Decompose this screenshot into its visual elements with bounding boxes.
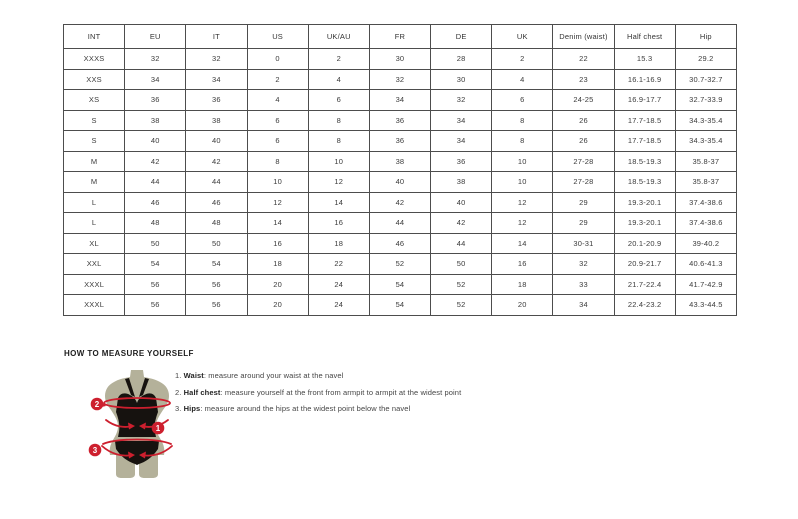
table-cell: 44 — [431, 233, 492, 254]
table-row — [64, 233, 737, 254]
table-cell: 44 — [125, 172, 186, 193]
table-cell: 24-25 — [553, 90, 614, 111]
table-cell: 34.3-35.4 — [675, 131, 736, 152]
badge-waist-number: 1 — [155, 423, 161, 433]
step-text: : measure around the hips at the widest point below the navel — [200, 404, 411, 413]
measure-section-title: HOW TO MEASURE YOURSELF — [64, 349, 194, 358]
table-cell: 2 — [247, 69, 308, 90]
table-cell: XXXL — [64, 295, 125, 316]
table-cell: 42 — [431, 213, 492, 234]
table-cell: 36 — [125, 90, 186, 111]
table-cell: 46 — [186, 192, 247, 213]
table-cell: 34 — [431, 110, 492, 131]
table-cell: 14 — [308, 192, 369, 213]
table-cell: 33 — [553, 274, 614, 295]
table-row — [64, 192, 737, 213]
column-header: UK/AU — [308, 25, 369, 49]
table-cell: 19.3-20.1 — [614, 213, 675, 234]
table-cell: 38 — [125, 110, 186, 131]
table-cell: 17.7-18.5 — [614, 131, 675, 152]
step-label: Half chest — [183, 387, 221, 397]
table-cell: 10 — [492, 172, 553, 193]
table-cell: XXXL — [64, 274, 125, 295]
table-cell: 38 — [431, 172, 492, 193]
table-cell: 50 — [186, 233, 247, 254]
table-cell: 36 — [431, 151, 492, 172]
size-chart-body — [64, 49, 737, 316]
column-header: Denim (waist) — [553, 25, 614, 49]
table-cell: XXS — [64, 69, 125, 90]
table-cell: 42 — [125, 151, 186, 172]
table-cell: 12 — [308, 172, 369, 193]
table-cell: 30 — [431, 69, 492, 90]
step-text: : measure yourself at the front from armpit to armpit at the widest point — [220, 387, 462, 397]
table-cell: 6 — [308, 90, 369, 111]
table-row — [64, 254, 737, 275]
header-row — [64, 25, 737, 49]
table-cell: 22 — [553, 49, 614, 70]
table-cell: 20.1-20.9 — [614, 233, 675, 254]
table-cell: XL — [64, 233, 125, 254]
measure-step-half-chest — [175, 388, 461, 397]
table-cell: 22 — [308, 254, 369, 275]
step-number: 1. — [175, 371, 182, 380]
badge-hip-number: 3 — [92, 445, 98, 455]
table-cell: 34 — [125, 69, 186, 90]
table-cell: 19.3-20.1 — [614, 192, 675, 213]
column-header: Half chest — [614, 25, 675, 49]
table-cell: 30-31 — [553, 233, 614, 254]
table-row — [64, 110, 737, 131]
step-label: Hips — [183, 404, 201, 413]
table-cell: 23 — [553, 69, 614, 90]
table-cell: 36 — [369, 131, 430, 152]
table-cell: 56 — [186, 274, 247, 295]
table-cell: 56 — [125, 295, 186, 316]
table-cell: 14 — [247, 213, 308, 234]
table-cell: 32 — [431, 90, 492, 111]
table-cell: 42 — [186, 151, 247, 172]
column-header: DE — [431, 25, 492, 49]
table-cell: 12 — [492, 213, 553, 234]
table-cell: 10 — [247, 172, 308, 193]
table-cell: 52 — [431, 295, 492, 316]
table-cell: 8 — [247, 151, 308, 172]
table-cell: 27-28 — [553, 151, 614, 172]
table-cell: 26 — [553, 131, 614, 152]
column-header: INT — [64, 25, 125, 49]
table-cell: 22.4-23.2 — [614, 295, 675, 316]
table-cell: S — [64, 131, 125, 152]
table-row — [64, 131, 737, 152]
table-cell: 38 — [369, 151, 430, 172]
table-cell: 35.8-37 — [675, 172, 736, 193]
table-cell: 2 — [492, 49, 553, 70]
table-cell: 39-40.2 — [675, 233, 736, 254]
table-cell: 32 — [369, 69, 430, 90]
table-cell: 32.7-33.9 — [675, 90, 736, 111]
table-cell: 10 — [308, 151, 369, 172]
table-cell: 17.7-18.5 — [614, 110, 675, 131]
table-cell: 20.9-21.7 — [614, 254, 675, 275]
table-cell: 30 — [369, 49, 430, 70]
table-cell: 35.8-37 — [675, 151, 736, 172]
table-cell: XXXS — [64, 49, 125, 70]
table-cell: 4 — [492, 69, 553, 90]
table-cell: 8 — [492, 131, 553, 152]
table-cell: 56 — [186, 295, 247, 316]
table-cell: 30.7-32.7 — [675, 69, 736, 90]
table-cell: 6 — [247, 131, 308, 152]
table-cell: 2 — [308, 49, 369, 70]
table-cell: 8 — [308, 110, 369, 131]
table-cell: 18 — [492, 274, 553, 295]
column-header: EU — [125, 25, 186, 49]
column-header: FR — [369, 25, 430, 49]
table-cell: 34.3-35.4 — [675, 110, 736, 131]
table-cell: 8 — [492, 110, 553, 131]
table-cell: 46 — [125, 192, 186, 213]
table-cell: 24 — [308, 295, 369, 316]
table-cell: 48 — [186, 213, 247, 234]
size-chart-table — [63, 24, 737, 316]
table-cell: 52 — [369, 254, 430, 275]
table-cell: 4 — [308, 69, 369, 90]
table-cell: 37.4-38.6 — [675, 192, 736, 213]
table-cell: 50 — [431, 254, 492, 275]
table-cell: 16.1-16.9 — [614, 69, 675, 90]
table-cell: 36 — [186, 90, 247, 111]
table-cell: 16.9-17.7 — [614, 90, 675, 111]
table-cell: 40 — [125, 131, 186, 152]
table-cell: 56 — [125, 274, 186, 295]
table-row — [64, 213, 737, 234]
table-cell: 42 — [369, 192, 430, 213]
table-cell: M — [64, 172, 125, 193]
table-cell: 20 — [492, 295, 553, 316]
table-row — [64, 172, 737, 193]
step-label: Waist — [183, 371, 204, 380]
table-cell: 48 — [125, 213, 186, 234]
table-cell: XS — [64, 90, 125, 111]
step-number: 2. — [175, 387, 182, 397]
table-row — [64, 274, 737, 295]
table-cell: 29.2 — [675, 49, 736, 70]
table-cell: 34 — [431, 131, 492, 152]
table-row — [64, 295, 737, 316]
table-cell: XXL — [64, 254, 125, 275]
table-cell: 38 — [186, 110, 247, 131]
table-cell: 44 — [369, 213, 430, 234]
table-cell: 32 — [186, 49, 247, 70]
table-cell: 50 — [125, 233, 186, 254]
measure-step-hips — [175, 404, 461, 413]
table-cell: 32 — [125, 49, 186, 70]
table-cell: 37.4-38.6 — [675, 213, 736, 234]
table-cell: 16 — [492, 254, 553, 275]
table-cell: 20 — [247, 274, 308, 295]
badge-chest-number: 2 — [94, 399, 100, 409]
measurement-figure — [87, 370, 187, 480]
table-cell: 28 — [431, 49, 492, 70]
table-cell: 40 — [431, 192, 492, 213]
table-cell: 52 — [431, 274, 492, 295]
table-cell: 34 — [186, 69, 247, 90]
table-cell: 54 — [186, 254, 247, 275]
step-number: 3. — [175, 404, 182, 413]
table-cell: 21.7-22.4 — [614, 274, 675, 295]
table-cell: 46 — [369, 233, 430, 254]
table-cell: 12 — [492, 192, 553, 213]
column-header: IT — [186, 25, 247, 49]
table-cell: M — [64, 151, 125, 172]
table-cell: 18.5-19.3 — [614, 151, 675, 172]
table-cell: 18 — [308, 233, 369, 254]
column-header: US — [247, 25, 308, 49]
table-cell: 54 — [369, 295, 430, 316]
table-cell: L — [64, 192, 125, 213]
table-cell: 10 — [492, 151, 553, 172]
table-cell: 14 — [492, 233, 553, 254]
table-cell: 12 — [247, 192, 308, 213]
measure-instructions — [175, 371, 461, 421]
table-row — [64, 69, 737, 90]
table-cell: 29 — [553, 192, 614, 213]
column-header: Hip — [675, 25, 736, 49]
table-cell: 0 — [247, 49, 308, 70]
table-cell: 18.5-19.3 — [614, 172, 675, 193]
table-cell: 34 — [369, 90, 430, 111]
step-text: : measure around your waist at the navel — [203, 371, 344, 380]
table-cell: 24 — [308, 274, 369, 295]
table-cell: 20 — [247, 295, 308, 316]
table-cell: 29 — [553, 213, 614, 234]
table-cell: 54 — [369, 274, 430, 295]
table-cell: 40 — [186, 131, 247, 152]
table-cell: 27-28 — [553, 172, 614, 193]
table-cell: 40 — [369, 172, 430, 193]
table-cell: 43.3-44.5 — [675, 295, 736, 316]
table-cell: 40.6-41.3 — [675, 254, 736, 275]
table-cell: 26 — [553, 110, 614, 131]
table-cell: L — [64, 213, 125, 234]
size-chart-header — [64, 25, 737, 49]
table-cell: 34 — [553, 295, 614, 316]
table-cell: 16 — [247, 233, 308, 254]
measure-step-waist — [175, 371, 461, 380]
table-cell: 16 — [308, 213, 369, 234]
column-header: UK — [492, 25, 553, 49]
table-cell: 15.3 — [614, 49, 675, 70]
table-cell: 6 — [247, 110, 308, 131]
table-cell: 32 — [553, 254, 614, 275]
table-cell: S — [64, 110, 125, 131]
table-cell: 44 — [186, 172, 247, 193]
table-row — [64, 49, 737, 70]
table-row — [64, 151, 737, 172]
table-row — [64, 90, 737, 111]
table-cell: 4 — [247, 90, 308, 111]
table-cell: 54 — [125, 254, 186, 275]
table-cell: 6 — [492, 90, 553, 111]
table-cell: 36 — [369, 110, 430, 131]
table-cell: 18 — [247, 254, 308, 275]
table-cell: 41.7-42.9 — [675, 274, 736, 295]
table-cell: 8 — [308, 131, 369, 152]
mannequin-illustration — [87, 370, 187, 480]
